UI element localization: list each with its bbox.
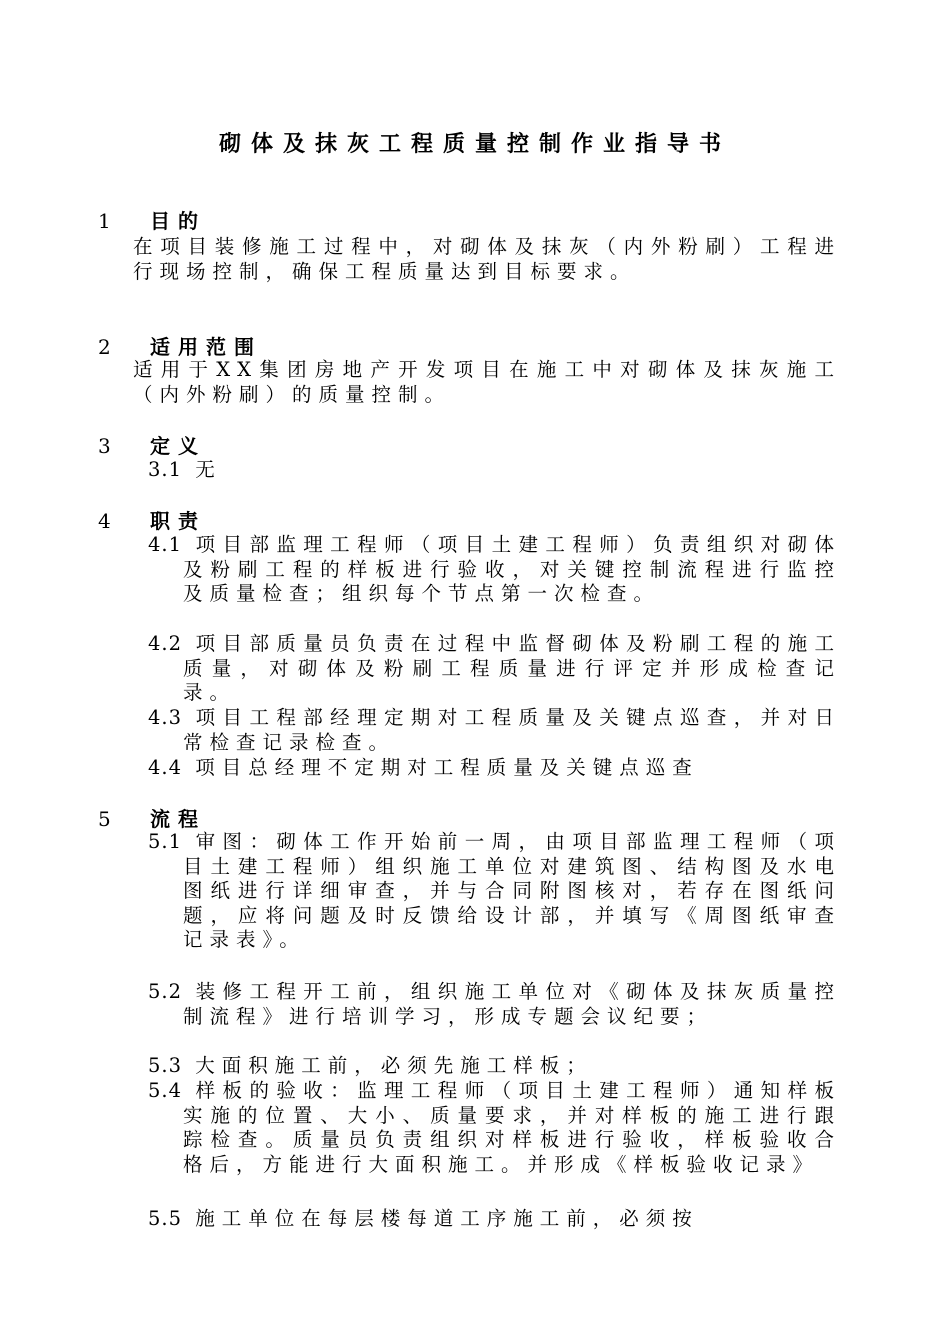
- item-text: 样板的验收：监理工程师（项目土建工程师）通知样板实施的位置、大小、质量要求，并对样板的施工进行跟踪检查。质量员负责组织对样板进行验收，样板验收合格后，方能进行大面积施工。并形成《样板验收记录》: [183, 1079, 841, 1176]
- item-number: 4.3: [148, 706, 183, 729]
- item-text: 装修工程开工前，组织施工单位对《砌体及抹灰质量控制流程》进行培训学习，形成专题会议纪要；: [183, 980, 841, 1028]
- section-number: 5: [98, 807, 111, 831]
- section-5-heading: [98, 806, 206, 832]
- item-number: 4.1: [148, 533, 183, 556]
- list-item: [148, 756, 841, 781]
- item-text: 项目部质量员负责在过程中监督砌体及粉刷工程的施工质量，对砌体及粉刷工程质量进行评定并形成检查记录。: [183, 632, 841, 705]
- item-number: 5.5: [148, 1207, 183, 1230]
- list-item: [148, 830, 841, 953]
- item-text: 审图：砌体工作开始前一周，由项目部监理工程师（项目土建工程师）组织施工单位对建筑图、结构图及水电图纸进行详细审查，并与合同附图核对，若存在图纸问题，应将问题及时反馈给设计部，并填写《周图纸审查记录表》。: [183, 830, 841, 952]
- list-item: [148, 632, 841, 706]
- section-title: 流程: [150, 807, 206, 831]
- list-item: [148, 706, 841, 755]
- section-2-heading: [98, 334, 262, 360]
- item-text: 无: [195, 458, 222, 481]
- list-item: [148, 458, 841, 483]
- section-1-heading: [98, 208, 206, 234]
- item-number: 5.2: [148, 980, 183, 1003]
- document-title: 砌体及抹灰工程质量控制作业指导书: [218, 132, 731, 157]
- section-number: 2: [98, 335, 111, 359]
- section-4-heading: [98, 508, 206, 534]
- section-number: 1: [98, 209, 111, 233]
- item-number: 4.2: [148, 632, 183, 655]
- item-number: 5.4: [148, 1079, 183, 1102]
- list-item: [148, 980, 841, 1029]
- section-number: 4: [98, 509, 111, 533]
- list-item: [148, 1079, 841, 1177]
- item-text: 大面积施工前，必须先施工样板；: [195, 1054, 593, 1077]
- item-number: 3.1: [148, 458, 183, 481]
- section-2-body: 适用于XX集团房地产开发项目在施工中对砌体及抹灰施工（内外粉刷）的质量控制。: [133, 358, 841, 406]
- section-1-body: 在项目装修施工过程中，对砌体及抹灰（内外粉刷）工程进行现场控制，确保工程质量达到目标要求。: [133, 235, 841, 283]
- item-text: 项目部监理工程师（项目土建工程师）负责组织对砌体及粉刷工程的样板进行验收，对关键控制流程进行监控及质量检查；组织每个节点第一次检查。: [183, 533, 841, 606]
- section-3-heading: [98, 433, 206, 459]
- item-number: 5.1: [148, 830, 183, 853]
- section-title: 定义: [150, 434, 206, 458]
- item-text: 施工单位在每层楼每道工序施工前，必须按: [195, 1207, 699, 1230]
- list-item: [148, 1207, 841, 1232]
- section-title: 目的: [150, 209, 206, 233]
- item-number: 4.4: [148, 756, 183, 779]
- list-item: [148, 533, 841, 607]
- item-text: 项目工程部经理定期对工程质量及关键点巡查，并对日常检查记录检查。: [183, 706, 841, 754]
- section-title: 适用范围: [150, 335, 262, 359]
- section-number: 3: [98, 434, 111, 458]
- item-text: 项目总经理不定期对工程质量及关键点巡查: [195, 756, 699, 779]
- item-number: 5.3: [148, 1054, 183, 1077]
- list-item: [148, 1054, 841, 1079]
- section-title: 职责: [150, 509, 206, 533]
